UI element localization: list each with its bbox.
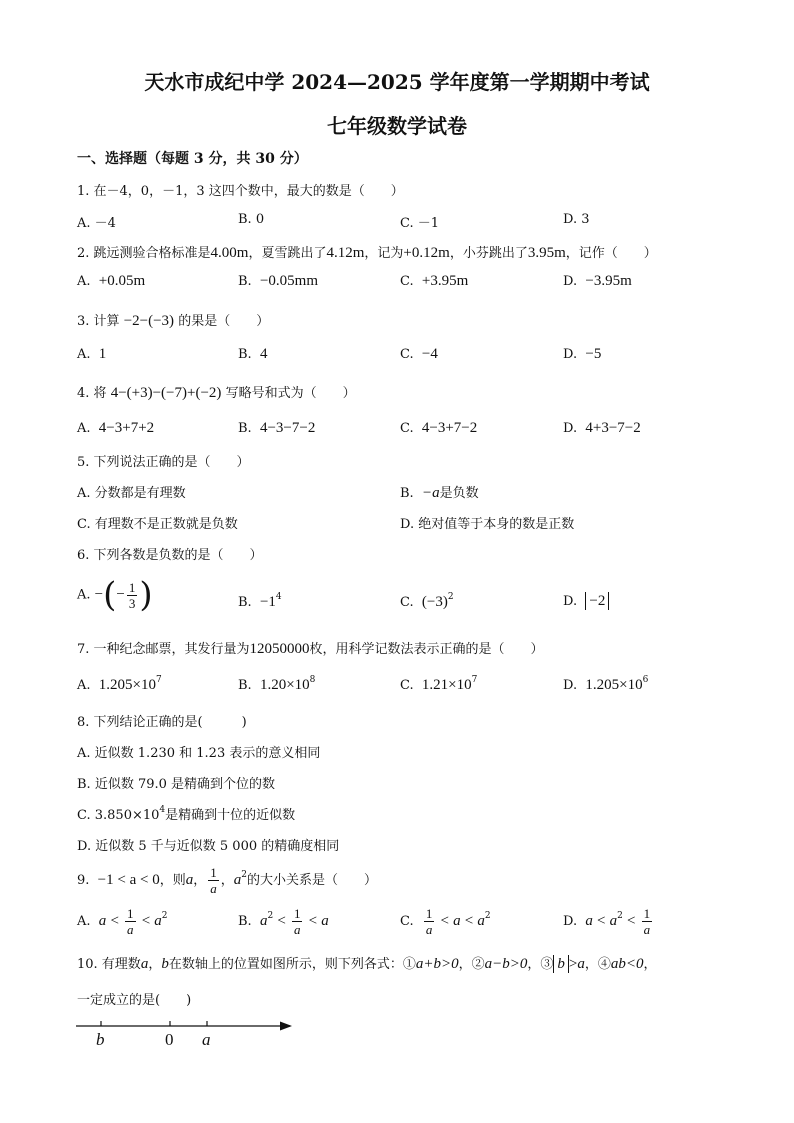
q1-option-b: B. 0: [238, 212, 265, 227]
q9-option-d: D. $a < a^2$ < $\frac{1}{a}$: [563, 906, 651, 937]
q2-text: ，夏雪跳出了: [248, 246, 327, 261]
q7-option-d: D. $1.205\times 10^6$: [563, 675, 649, 693]
number-line-label-zero: 0: [165, 1030, 174, 1049]
q3-expression: −2−(−3): [123, 313, 175, 329]
q1-option-c: C. －1: [400, 216, 440, 231]
q2-option-b: B. −0.05mm: [238, 273, 318, 289]
q9-option-c: C. $\frac{1}{a}$ < $a < a^2$: [400, 906, 491, 937]
q1-option-a: A. －4: [77, 216, 116, 231]
number-line: [76, 1015, 306, 1055]
q2-option-c: C. +3.95m: [400, 273, 469, 289]
q3-option-c: C. −4: [400, 346, 438, 362]
exam-subtitle: 七年级数学试卷: [327, 114, 467, 138]
q8-option-a: A. 近似数 1.230 和 1.23 表示的意义相同: [77, 746, 321, 761]
q7-option-c: C. $1.21\times 10^7$: [400, 675, 478, 693]
q8-option-b: B. 近似数 79.0 是精确到个位的数: [77, 777, 276, 792]
q5-option-a: A. 分数都是有理数: [77, 486, 186, 501]
exam-title: 天水市成纪中学 2024—2025 学年度第一学期期中考试: [144, 70, 650, 94]
q4-expression: 4−(+3)−(−7)+(−2): [110, 385, 222, 401]
q6-option-c: C. $(-3)^2$: [400, 592, 454, 610]
number-line-label-b: b: [96, 1030, 105, 1049]
q8-stem: 8. 下列结论正确的是( ): [77, 715, 247, 730]
q2-value: 3.95m: [527, 245, 566, 261]
q7-option-b: B. $1.20\times 10^8$: [238, 675, 316, 693]
q2-stem: [77, 242, 657, 262]
q10-stem: 10. 有理数a，b在数轴上的位置如图所示，则下列各式：①a+b>0，②a−b>0，③ b >a，④ab<0，: [77, 956, 657, 972]
q10-stem-line2: 一定成立的是( ): [77, 993, 192, 1008]
q5-option-d: D. 绝对值等于本身的数是正数: [400, 517, 575, 532]
q2-option-d: D. −3.95m: [563, 273, 632, 289]
q1-stem: 1. 在－4，0，－1，3 这四个数中，最大的数是（ ）: [77, 184, 404, 199]
section-heading: 一、选择题（每题 3 分，共 30 分）: [77, 151, 308, 167]
q6-option-a: A. −(− $\frac{1}{3}$ ): [77, 575, 153, 615]
q2-text: ，记为: [364, 246, 404, 261]
q8-option-c: C. $3.850\times 10^4$是精确到十位的近似数: [77, 805, 296, 823]
q8-option-d: D. 近似数 5 千与近似数 5 000 的精确度相同: [77, 839, 340, 854]
q6-stem: 6. 下列各数是负数的是（ ）: [77, 548, 263, 563]
q4-option-b: B. 4−3−7−2: [238, 420, 316, 436]
q2-value: 4.00m: [210, 245, 249, 261]
q9-option-a: A. a < $\frac{1}{a}$ < $a^2$: [77, 906, 168, 937]
q3-stem: 3. 计算 −2−(−3) 的果是（ ）: [77, 313, 270, 329]
q6-option-d: D. −2: [563, 592, 609, 610]
q2-value: +0.12m: [403, 245, 450, 261]
q6-option-b: B. $-1^4$: [238, 592, 282, 610]
q7-stem: 7. 一种纪念邮票，其发行量为12050000枚，用科学记数法表示正确的是（ ）: [77, 641, 544, 657]
q9-option-b: B. $a^2$ < $\frac{1}{a}$ < a: [238, 906, 329, 937]
q7-number: 12050000: [249, 641, 310, 657]
q4-option-c: C. 4−3+7−2: [400, 420, 478, 436]
q1-option-d: D. 3: [563, 212, 590, 227]
q2-text: ，记作（ ）: [565, 246, 657, 261]
q4-option-a: A. 4−3+7+2: [77, 420, 155, 436]
q2-text: ，小芬跳出了: [449, 246, 528, 261]
q5-option-b: B. −a是负数: [400, 485, 479, 501]
q7-option-a: A. $1.205\times 10^7$: [77, 675, 162, 693]
q4-stem: 4. 将 4−(+3)−(−7)+(−2) 写略号和式为（ ）: [77, 385, 356, 401]
q3-option-d: D. −5: [563, 346, 602, 362]
number-line-label-a: a: [202, 1030, 211, 1049]
q3-option-b: B. 4: [238, 346, 268, 362]
q5-stem: 5. 下列说法正确的是（ ）: [77, 455, 250, 470]
q3-option-a: A. 1: [77, 346, 107, 362]
q2-text: 2. 跳远测验合格标准是: [77, 246, 211, 261]
q9-stem: 9. −1 < a < 0，则a， $\frac{1}{a}$ ，$a^2$的大小关系是（ ）: [77, 865, 378, 896]
q4-option-d: D. 4+3−7−2: [563, 420, 641, 436]
q9-condition: −1 < a < 0: [97, 872, 160, 888]
q2-option-a: A. +0.05m: [77, 273, 146, 289]
q2-value: 4.12m: [326, 245, 365, 261]
number-line-arrow: [280, 1022, 292, 1031]
q5-option-c: C. 有理数不是正数就是负数: [77, 517, 238, 532]
